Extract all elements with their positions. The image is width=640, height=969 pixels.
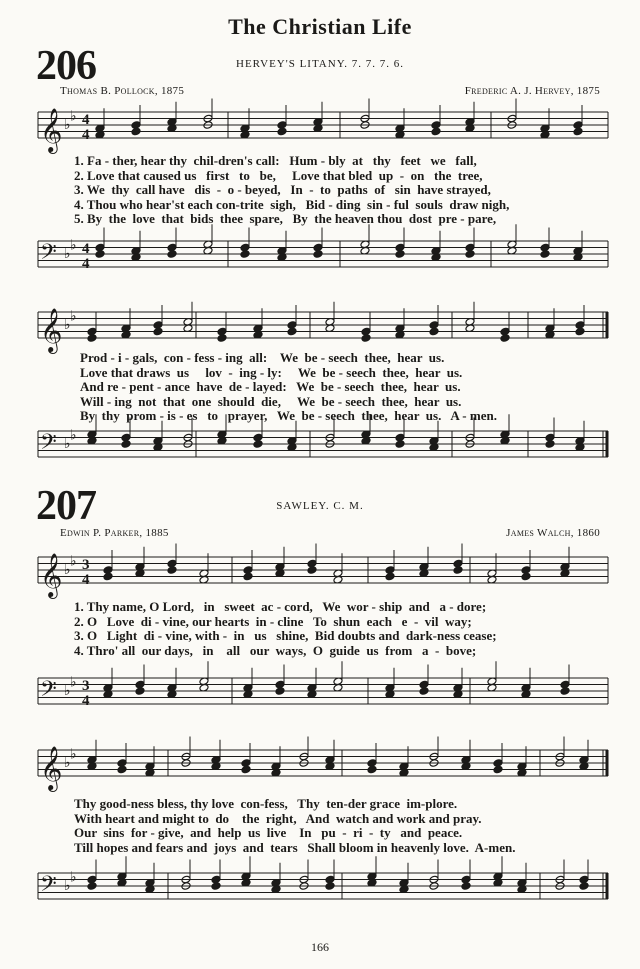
note-head <box>167 566 177 575</box>
note-head <box>419 687 429 696</box>
note-head <box>241 765 251 774</box>
author-credit: Edwin P. Parker, 1885 <box>60 527 169 539</box>
note-head <box>395 440 405 449</box>
lyric-line: 4. Thou who hear'st each con-trite sigh, Bid - ding sin - ful souls draw nigh, <box>74 196 510 212</box>
composer-credit: Frederic A. J. Hervey, 1875 <box>464 85 600 97</box>
final-barline <box>606 873 609 899</box>
key-signature-flat: ♭ <box>64 683 71 699</box>
note-head <box>167 250 177 259</box>
note-head <box>385 572 395 581</box>
hymn-number: 206 <box>36 43 96 89</box>
key-signature-flat: ♭ <box>70 674 77 691</box>
note-head <box>117 765 127 774</box>
lyric-line: 5. By the love that bids thee spare, By the heaven thou dost pre - pare, <box>74 211 497 226</box>
note-head <box>103 572 113 581</box>
time-signature: 4 <box>82 256 90 272</box>
lyric-line: Will - ing not that one should die, We be - seech thee, hear us. <box>80 393 462 409</box>
bass-clef: 𝄢 <box>40 240 57 270</box>
note-head <box>453 566 463 575</box>
note-head <box>275 687 285 696</box>
bass-clef: 𝄢 <box>40 430 57 460</box>
time-signature: 3 <box>82 678 90 694</box>
key-signature-flat: ♭ <box>64 246 71 262</box>
note-head <box>573 127 583 136</box>
time-signature: 4 <box>82 127 90 143</box>
note-head <box>313 250 323 259</box>
page-number: 166 <box>311 940 329 954</box>
note-head <box>121 440 131 449</box>
key-signature-flat: ♭ <box>70 746 77 763</box>
hymn-number: 207 <box>36 483 96 529</box>
lyric-line: By thy prom - is - es to prayer, We be - seech thee, hear us. A - men. <box>80 408 497 423</box>
key-signature-flat: ♭ <box>70 553 77 570</box>
note-head <box>325 882 335 891</box>
note-head <box>287 327 297 336</box>
note-head <box>361 334 371 343</box>
lyric-line: 4. Thro' all our days, in all our ways, O guide us from a - bove; <box>74 642 477 658</box>
lyric-line: Prod - i - gals, con - fess - ing all: We be - seech thee, hear us. <box>80 350 445 365</box>
treble-clef: 𝄞 <box>40 108 63 152</box>
lyric-line: 2. O Love di - vine, our hearts in - cline To shun each e - vil way; <box>74 613 472 629</box>
note-head <box>429 327 439 336</box>
final-barline <box>606 312 609 338</box>
lyric-line: Our sins for - give, and help us live In pu - ri - ty and peace. <box>74 825 463 840</box>
lyric-line: With heart and might to do the right, And watch and work and pray. <box>74 810 482 826</box>
key-signature-flat: ♭ <box>70 427 77 444</box>
key-signature-flat: ♭ <box>64 562 71 578</box>
note-head <box>87 882 97 891</box>
note-head <box>240 250 250 259</box>
time-signature: 4 <box>82 572 90 588</box>
key-signature-flat: ♭ <box>64 436 71 452</box>
treble-clef: 𝄞 <box>40 746 63 790</box>
key-signature-flat: ♭ <box>64 878 71 894</box>
lyric-line: Love that draws us lov - ing - ly: We be - seech thee, hear us. <box>80 364 463 380</box>
lyric-line: And re - pent - ance have de - layed: We be - seech thee, hear us. <box>80 379 461 394</box>
key-signature-flat: ♭ <box>70 869 77 886</box>
treble-clef: 𝄞 <box>40 553 63 597</box>
note-head <box>135 687 145 696</box>
key-signature-flat: ♭ <box>64 755 71 771</box>
lyric-line: 1. Fa - ther, hear thy chil-dren's call: Hum - bly at thy feet we fall, <box>74 153 477 168</box>
note-head <box>579 882 589 891</box>
author-credit: Thomas B. Pollock, 1875 <box>60 85 185 97</box>
section-title: The Christian Life <box>228 14 412 39</box>
note-head <box>253 440 263 449</box>
note-head <box>395 250 405 259</box>
time-signature: 4 <box>82 112 90 128</box>
note-head <box>500 334 510 343</box>
note-head <box>540 250 550 259</box>
lyric-line: 3. We thy call have dis - o - beyed, In - to paths of sin have strayed, <box>74 182 491 197</box>
key-signature-flat: ♭ <box>70 308 77 325</box>
note-head <box>461 882 471 891</box>
note-head <box>131 127 141 136</box>
final-barline <box>606 431 609 457</box>
key-signature-flat: ♭ <box>64 317 71 333</box>
time-signature: 4 <box>82 241 90 257</box>
time-signature: 3 <box>82 557 90 573</box>
note-head <box>560 687 570 696</box>
bass-clef: 𝄢 <box>40 677 57 707</box>
key-signature-flat: ♭ <box>70 237 77 254</box>
note-head <box>95 250 105 259</box>
lyric-line: 3. O Light di - vine, with - in us shine, Bid doubts and dark-ness cease; <box>74 628 497 643</box>
note-head <box>521 572 531 581</box>
note-head <box>277 127 287 136</box>
bass-clef: 𝄢 <box>40 872 57 902</box>
tune-name: SAWLEY. C. M. <box>276 500 364 512</box>
lyric-line: 2. Love that caused us first to be, Love that bled up - on the tree, <box>74 167 483 183</box>
note-head <box>211 882 221 891</box>
treble-clef: 𝄞 <box>40 308 63 352</box>
key-signature-flat: ♭ <box>70 108 77 125</box>
note-head <box>243 572 253 581</box>
note-head <box>153 327 163 336</box>
lyric-line: Till hopes and fears and joys and tears Shall bloom in heavenly love. A-men. <box>74 839 516 855</box>
final-barline <box>606 750 609 776</box>
note-head <box>217 334 227 343</box>
note-head <box>87 334 97 343</box>
composer-credit: James Walch, 1860 <box>506 527 600 539</box>
note-head <box>367 765 377 774</box>
note-head <box>493 765 503 774</box>
time-signature: 4 <box>82 693 90 709</box>
key-signature-flat: ♭ <box>64 117 71 133</box>
note-head <box>465 250 475 259</box>
lyric-line: 1. Thy name, O Lord, in sweet ac - cord, We wor - ship and a - dore; <box>74 599 487 614</box>
note-head <box>307 566 317 575</box>
lyric-line: Thy good-ness bless, thy love con-fess, Thy ten-der grace im-plore. <box>74 796 458 811</box>
note-head <box>545 440 555 449</box>
note-head <box>431 127 441 136</box>
note-head <box>575 327 585 336</box>
tune-name: HERVEY'S LITANY. 7. 7. 7. 6. <box>236 58 404 70</box>
